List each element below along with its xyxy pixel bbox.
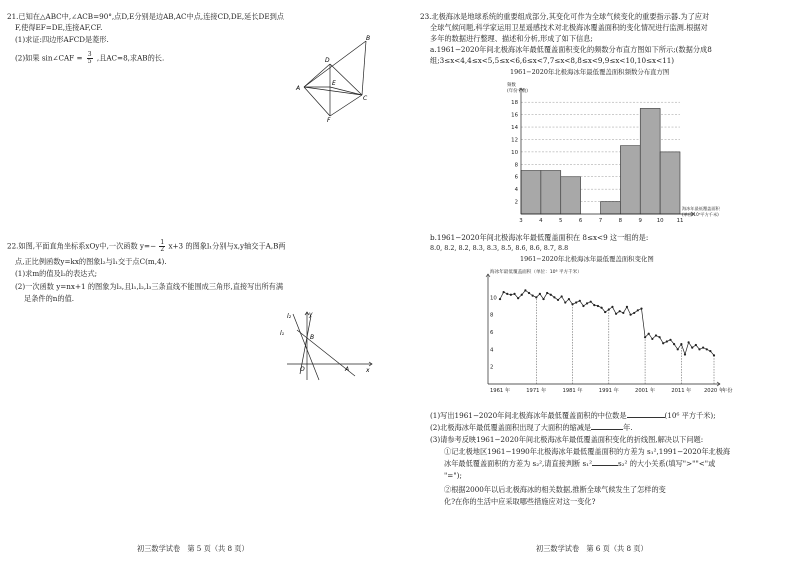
q23-qs3a2-blank[interactable] xyxy=(592,465,618,466)
line-chart xyxy=(478,266,733,401)
q21-label-D: D xyxy=(325,57,330,64)
lc-point xyxy=(510,294,512,296)
lc-point xyxy=(629,314,631,316)
hist-xtick-label: 4 xyxy=(539,218,543,224)
lc-point xyxy=(637,309,639,311)
q22-frac-den: 2 xyxy=(160,246,165,253)
lc-point xyxy=(658,336,660,338)
q22-label-A: A xyxy=(345,366,350,373)
q23-qs1-pre: (1)写出1961−2020年间北极海冰年最低覆盖面积的中位数是 xyxy=(430,411,627,420)
q22-label-y: y xyxy=(309,311,313,318)
lc-point xyxy=(571,303,573,305)
q22-line1-pre: 22.如图,平面直角坐标系xOy中,一次函数 y=− xyxy=(7,241,157,251)
lc-point xyxy=(575,301,577,303)
lc-point xyxy=(593,304,595,306)
lc-xlabel: 年份 xyxy=(722,388,733,394)
lc-point xyxy=(524,289,526,291)
lc-point xyxy=(680,343,682,345)
lc-xtick-label: 1971 年 xyxy=(526,388,547,394)
lc-point xyxy=(564,301,566,303)
lc-point xyxy=(684,353,686,355)
hist-xtick-label: 9 xyxy=(638,218,642,224)
q22-fraction xyxy=(159,240,165,253)
hist-ytick-label: 4 xyxy=(514,187,518,194)
q23-a2: 组;3≤x<4,4≤x<5,5≤x<6,6≤x<7,7≤x<8,8≤x<9,9≤x<10,10≤x<11) xyxy=(430,56,675,65)
q22-sub2b: 足条件的n的值. xyxy=(24,294,75,303)
q21-sub2 xyxy=(15,52,164,65)
lc-point xyxy=(706,348,708,350)
hist-xlabel: 海冰年最低覆盖面积 xyxy=(682,206,720,211)
hist-bar xyxy=(561,177,581,214)
lc-xtick-label: 1981 年 xyxy=(562,388,583,394)
lc-ylabel: 海冰年最低覆盖面积（单位：10⁶ 平方千米） xyxy=(490,270,582,275)
q22-sub1: (1)求m的值及l₂的表达式; xyxy=(15,269,98,278)
lc-point xyxy=(532,295,534,297)
lc-point xyxy=(651,338,653,340)
hist-ytick-label: 16 xyxy=(511,112,518,119)
q23-qs3b1: ②根据2000年以后北极海冰的相关数据,推断全球气候发生了怎样的变 xyxy=(444,485,666,494)
hist-xlabel: (单位:10⁶平方千米) xyxy=(682,212,719,217)
lc-point xyxy=(666,340,668,342)
hist-bar xyxy=(541,171,561,214)
q21-fraction xyxy=(87,52,93,65)
q23-qs3b2: 化?在你的生活中应采取哪些措施应对这一变化? xyxy=(444,497,596,506)
lc-xtick-label: 1961 年 xyxy=(489,388,511,394)
q23-qs3a3: "="); xyxy=(444,471,462,480)
left-footer: 初三数学试卷 第 5 页（共 8 页） xyxy=(137,544,249,553)
q23-qs3a1: ①记北极地区1961−1990年北极海冰年最低覆盖面积的方差为 s₁²,1991−2020年北极海 xyxy=(444,447,731,456)
lc-ytick-label: 10 xyxy=(490,295,497,302)
lc-point xyxy=(655,334,657,336)
lc-xtick-label: 2011 年 xyxy=(671,388,692,394)
hist-bar xyxy=(640,108,660,214)
histogram-chart xyxy=(483,80,743,230)
q23-qs3: (3)请参考反映1961−2020年间北极海冰年最低覆盖面积变化的折线图,解决以下问题: xyxy=(430,435,704,444)
q22-label-B: B xyxy=(310,334,315,341)
lc-point xyxy=(528,292,530,294)
q22-frac-num: 1 xyxy=(160,239,165,246)
q21-label-C: C xyxy=(363,95,368,102)
line-title: 1961−2020年北极海冰年最低覆盖面积变化图 xyxy=(520,255,654,263)
hist-bar xyxy=(620,146,640,214)
hist-ytick-label: 12 xyxy=(511,137,518,144)
lc-point xyxy=(503,291,505,293)
q22-figure xyxy=(277,310,377,380)
hist-ytick-label: 2 xyxy=(514,199,518,206)
lc-point xyxy=(597,305,599,307)
lc-point xyxy=(619,310,621,312)
q21-frac-den: 5 xyxy=(87,58,92,65)
lc-point xyxy=(626,306,628,308)
lc-point xyxy=(673,343,675,345)
lc-point xyxy=(688,341,690,343)
q23-b1: b.1961−2020年间北极海冰年最低覆盖面积在 8≤x<9 这一组的是: xyxy=(430,233,649,242)
hist-xtick-label: 3 xyxy=(519,218,523,224)
hist-xtick-label: 5 xyxy=(559,218,563,224)
q21-label-F: F xyxy=(327,117,331,124)
lc-point xyxy=(611,306,613,308)
lc-point xyxy=(521,294,523,296)
q23-qs3a2-post: s₂² 的大小关系(填写">""<"或 xyxy=(617,459,716,468)
q23-qs1 xyxy=(430,412,716,419)
q21-line2: F,使得EF=DE,连接AF,CF. xyxy=(15,23,103,32)
lc-point xyxy=(561,295,563,297)
lc-ytick-label: 2 xyxy=(490,364,494,371)
q23-b2: 8.0, 8.2, 8.2, 8.3, 8.3, 8.5, 8.6, 8.6, 8.7, 8.8 xyxy=(430,244,569,252)
lc-point xyxy=(579,300,581,302)
hist-ytick-label: 8 xyxy=(514,162,518,169)
q22-line1-post: x+3 的图象l₁分别与x,y轴交于A,B两 xyxy=(168,241,286,251)
q23-qs2 xyxy=(430,424,633,431)
lc-point xyxy=(662,342,664,344)
lc-ytick-label: 6 xyxy=(490,330,494,336)
q21-frac-num: 3 xyxy=(87,51,92,58)
lc-point xyxy=(517,297,519,299)
lc-point xyxy=(608,308,610,310)
q23-qs1-post: (10⁶ 平方千米); xyxy=(664,411,716,420)
lc-point xyxy=(709,350,711,352)
right-footer: 初三数学试卷 第 6 页（共 8 页） xyxy=(536,544,648,553)
lc-point xyxy=(600,307,602,309)
lc-ytick-label: 8 xyxy=(490,312,494,319)
hist-ytick-label: 6 xyxy=(514,174,518,181)
lc-point xyxy=(586,302,588,304)
histogram-bars xyxy=(521,108,680,214)
q23-qs3a2-pre: 冰年最低覆盖面积的方差为 s₂²,请直接判断 s₁² xyxy=(444,459,592,468)
lc-point xyxy=(604,311,606,313)
q21-sub2-post: ,且AC=8,求AB的长. xyxy=(96,53,165,63)
lc-point xyxy=(691,347,693,349)
q23-qs2-pre: (2)北极海冰年最低覆盖面积出现了大面积的缩减是 xyxy=(430,423,592,432)
lc-point xyxy=(644,336,646,338)
q22-label-l1: l₁ xyxy=(280,330,285,337)
lc-point xyxy=(702,347,704,349)
q21-label-A: A xyxy=(296,85,301,92)
lc-point xyxy=(546,292,548,294)
lc-point xyxy=(648,333,650,335)
hist-xtick-label: 6 xyxy=(578,218,583,224)
q23-qs3a2 xyxy=(444,460,715,467)
lc-point xyxy=(553,296,555,298)
hist-xtick-label: 7 xyxy=(598,218,603,224)
lc-point xyxy=(622,312,624,314)
lc-point xyxy=(590,301,592,303)
q21-sub1: (1)求证:四边形AFCD是菱形. xyxy=(15,35,109,44)
hist-ytick-label: 14 xyxy=(511,125,518,132)
lc-point xyxy=(713,354,715,356)
hist-bar xyxy=(601,202,621,214)
q22-label-l2: l₂ xyxy=(287,313,292,320)
hist-bar xyxy=(660,152,680,214)
lc-point xyxy=(695,344,697,346)
lc-point xyxy=(633,312,635,314)
q22-label-O: O xyxy=(300,366,305,373)
lc-xtick-label: 2001 年 xyxy=(635,388,656,394)
hist-ylabel: (年份个数) xyxy=(507,89,528,94)
q23-intro3: 多年的数据进行整理、描述和分析,形成了如下信息; xyxy=(430,34,593,43)
lc-point xyxy=(499,298,501,300)
q22-line1 xyxy=(7,240,286,253)
lc-point xyxy=(542,298,544,300)
q23-a1: a.1961−2020年间北极海冰年最低覆盖面积变化的频数分布直方图如下所示;(数据分成8 xyxy=(430,45,712,54)
lc-point xyxy=(677,348,679,350)
line-chart-labels xyxy=(490,268,733,394)
q21-sub2-pre: (2)如果 sin∠CAF = xyxy=(15,53,83,63)
lc-point xyxy=(640,308,642,310)
lc-series-line xyxy=(500,290,714,355)
lc-point xyxy=(506,293,508,295)
line-chart-series xyxy=(499,289,715,356)
lc-ytick-label: 4 xyxy=(490,347,494,354)
q22-line2: 点,正比例函数y=kx的图象l₂与l₁交于点C(m,4). xyxy=(15,257,167,266)
q21-label-E: E xyxy=(332,80,336,87)
hist-ylabel: 频数 xyxy=(507,83,516,88)
lc-xtick-label: 2020 年 xyxy=(703,388,725,394)
line-chart-axes xyxy=(486,274,720,386)
q21-label-B: B xyxy=(366,35,371,42)
hist-bar xyxy=(521,171,541,214)
lc-point xyxy=(539,293,541,295)
q21-figure xyxy=(288,36,378,122)
q23-qs1-blank[interactable] xyxy=(627,417,665,418)
hist-title: 1961−2020年北极海冰年最低覆盖面积频数分布直方图 xyxy=(510,68,670,76)
q21-line1: 21.已知在△ABC中,∠ACB=90°,点D,E分别是边AB,AC中点,连接CD,DE,延长DE到点 xyxy=(7,12,284,21)
hist-xtick-label: 8 xyxy=(618,218,623,224)
lc-point xyxy=(513,293,515,295)
q23-intro1: 23.北极海冰是地球系统的重要组成部分,其变化可作为全球气候变化的重要指示器.为了应对 xyxy=(420,12,710,21)
lc-point xyxy=(535,296,537,298)
hist-xtick-label: 10 xyxy=(656,218,664,224)
hist-ytick-label: 18 xyxy=(511,100,518,107)
lc-point xyxy=(615,313,617,315)
q23-qs2-blank[interactable] xyxy=(591,429,623,430)
lc-point xyxy=(582,305,584,307)
lc-point xyxy=(568,298,570,300)
lc-point xyxy=(669,339,671,341)
lc-point xyxy=(557,299,559,301)
q23-qs2-post: 年. xyxy=(623,423,633,432)
lc-point xyxy=(550,294,552,296)
q23-intro2: 全球气候问题,科学家运用卫星遥感技术对北极海冰覆盖面积的变化情况进行监测.根据对 xyxy=(430,23,708,32)
hist-ytick-label: 10 xyxy=(511,149,518,156)
lc-point xyxy=(698,348,700,350)
hist-xtick-label: 11 xyxy=(676,218,684,224)
q22-label-x: x xyxy=(366,367,370,374)
q22-sub2: (2)一次函数 y=nx+1 的图象为l₃,且l₁,l₂,l₃三条直线不能围成三角形,直接写出所有满 xyxy=(15,282,284,291)
lc-xtick-label: 1991 年 xyxy=(598,388,619,394)
